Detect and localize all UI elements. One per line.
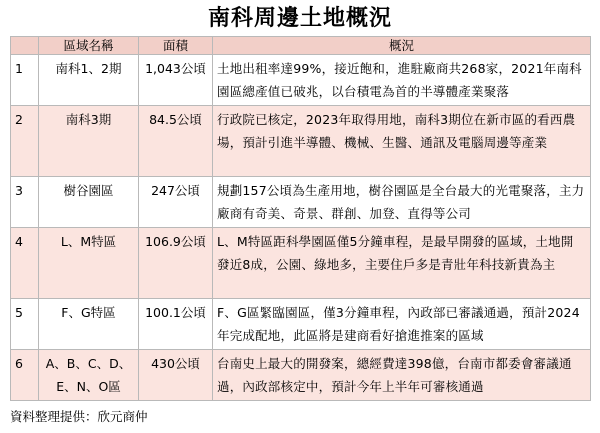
region-name: F、G特區 bbox=[39, 299, 139, 350]
land-overview-table bbox=[10, 36, 591, 401]
region-overview: L、M特區距科學園區僅5分鐘車程，是最早開發的區域，土地開發近8成，公園、綠地多，主要住戶多是青壯年科技新貴為主 bbox=[213, 228, 591, 299]
region-area: 247公頃 bbox=[139, 177, 213, 228]
region-overview: 行政院已核定，2023年取得用地，南科3期位在新市區的看西農場，預計引進半導體、機械、生醫、通訊及電腦周邊等產業 bbox=[213, 106, 591, 177]
table-row bbox=[11, 228, 591, 299]
region-name: 南科3期 bbox=[39, 106, 139, 177]
row-number: 3 bbox=[11, 177, 39, 228]
header-overview: 概況 bbox=[213, 37, 591, 55]
page-title: 南科周邊土地概況 bbox=[207, 6, 392, 31]
region-area: 100.1公頃 bbox=[139, 299, 213, 350]
region-name: L、M特區 bbox=[39, 228, 139, 299]
region-name-line-2: E、N、O區 bbox=[56, 379, 121, 394]
region-name: 樹谷園區 bbox=[39, 177, 139, 228]
region-name bbox=[39, 350, 139, 401]
region-area: 1,043公頃 bbox=[139, 55, 213, 106]
table-row bbox=[11, 55, 591, 106]
table-row bbox=[11, 299, 591, 350]
table-row bbox=[11, 350, 591, 401]
table-row bbox=[11, 106, 591, 177]
source-credit: 資料整理提供：欣元商仲 bbox=[10, 409, 148, 424]
row-number: 6 bbox=[11, 350, 39, 401]
region-name: 南科1、2期 bbox=[39, 55, 139, 106]
row-number: 4 bbox=[11, 228, 39, 299]
region-area: 430公頃 bbox=[139, 350, 213, 401]
table-row bbox=[11, 177, 591, 228]
header-area: 面積 bbox=[139, 37, 213, 55]
row-number: 1 bbox=[11, 55, 39, 106]
region-area: 84.5公頃 bbox=[139, 106, 213, 177]
region-area: 106.9公頃 bbox=[139, 228, 213, 299]
header-region-name: 區域名稱 bbox=[39, 37, 139, 55]
table-header-row bbox=[11, 37, 591, 55]
region-overview: 台南史上最大的開發案，總經費達398億，台南市都委會審議通過，內政部核定中，預計今年上半年可審核通過 bbox=[213, 350, 591, 401]
region-overview: F、G區緊臨園區，僅3分鐘車程，內政部已審議通過，預計2024年完成配地，此區將是建商看好搶進推案的區域 bbox=[213, 299, 591, 350]
region-overview: 規劃157公頃為生產用地，樹谷園區是全台最大的光電聚落，主力廠商有奇美、奇景、群創、加登、直得等公司 bbox=[213, 177, 591, 228]
row-number: 2 bbox=[11, 106, 39, 177]
region-name-line-1: A、B、C、D、 bbox=[45, 356, 132, 371]
row-number: 5 bbox=[11, 299, 39, 350]
region-overview: 土地出租率達99%，接近飽和，進駐廠商共268家，2021年南科園區總產值已破兆，以台積電為首的半導體產業聚落 bbox=[213, 55, 591, 106]
header-number bbox=[11, 37, 39, 55]
